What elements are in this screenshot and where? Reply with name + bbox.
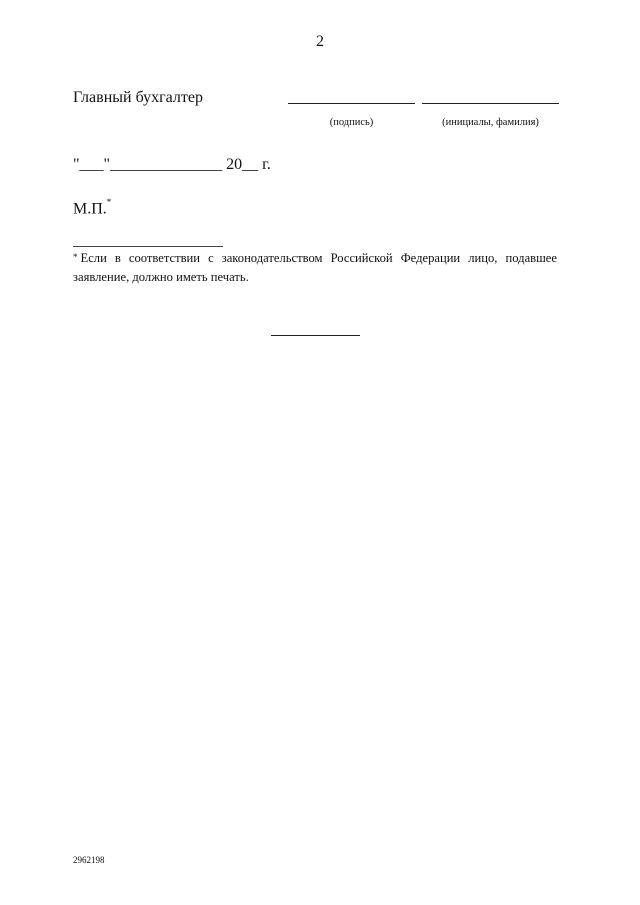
page-number: 2 (316, 33, 324, 50)
stamp-label: М.П. (73, 200, 107, 218)
signature-line (288, 103, 415, 104)
stamp-place (73, 199, 111, 218)
stamp-footnote-mark: * (106, 197, 112, 207)
document-code: 2962198 (73, 855, 105, 865)
footnote-mark: * (73, 252, 78, 262)
signer-title: Главный бухгалтер (73, 89, 203, 106)
date-line: "___"______________ 20__ г. (73, 156, 271, 173)
footnote (73, 249, 557, 287)
name-caption: (инициалы, фамилия) (442, 117, 539, 128)
footnote-separator (73, 246, 223, 247)
signature-caption: (подпись) (329, 117, 374, 128)
footnote-text: Если в соответствии с законодательством Российской Федерации лицо, подавшее заявление, должно иметь печать. (73, 251, 557, 284)
name-line (422, 103, 559, 104)
end-of-document-line (271, 335, 360, 336)
